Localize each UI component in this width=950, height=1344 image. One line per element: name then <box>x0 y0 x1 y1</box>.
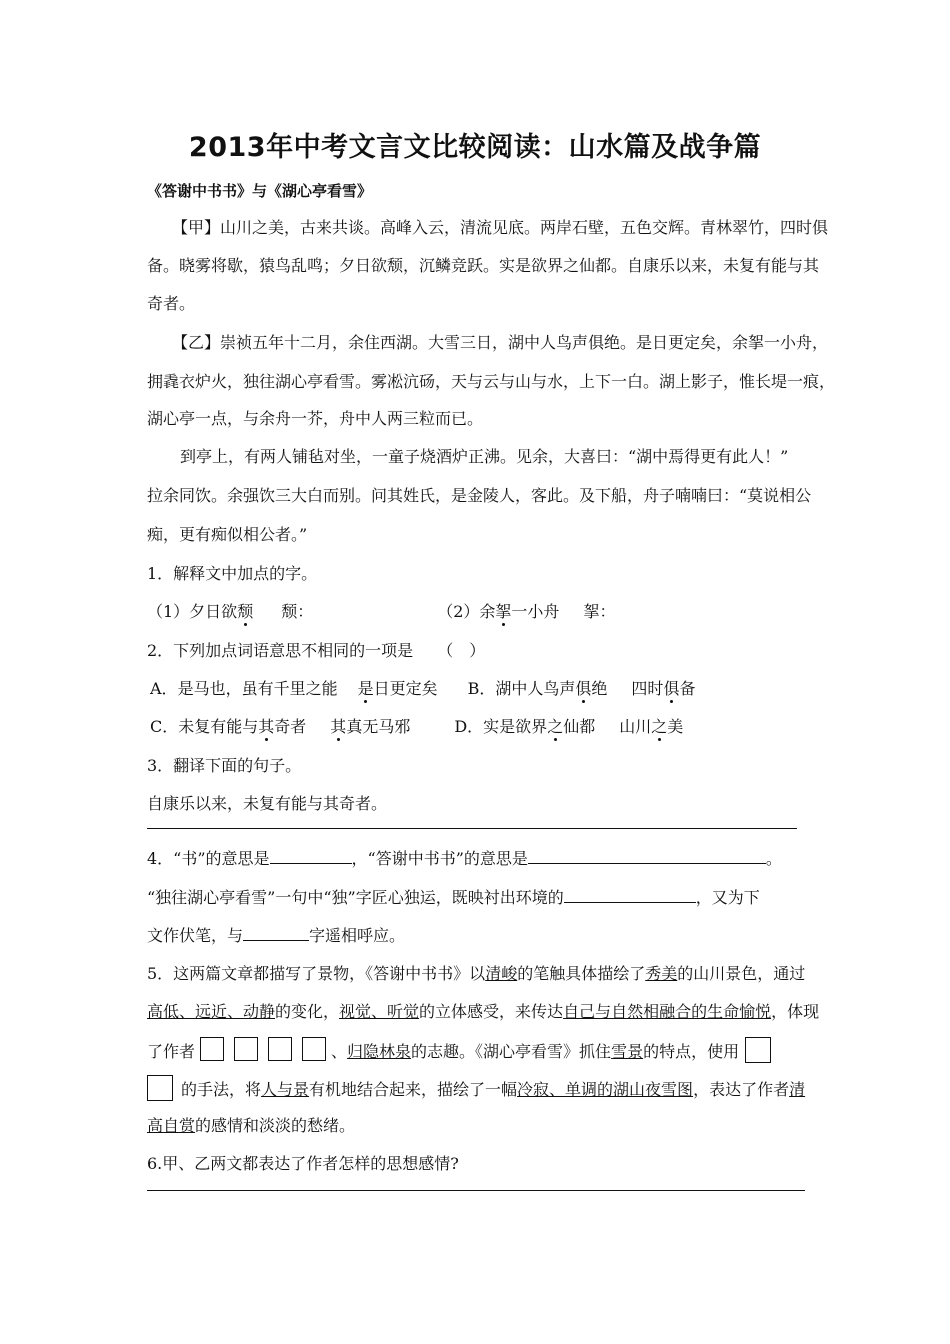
q1-items <box>147 599 615 622</box>
q2-stem: 2．下列加点词语意思不相同的一项是 <box>147 641 414 660</box>
q4-blank-3[interactable] <box>564 901 696 903</box>
q5-line-3: 了作者 、归隐林泉的志趣。《湖心亭看雪》抓住雪景的特点，使用 <box>147 1037 771 1063</box>
q5-line-2: 高低、远近、动静的变化，视觉、听觉的立体感受，来传达自己与自然相融合的生命愉悦，体现 <box>147 1002 820 1021</box>
q6-stem: 6.甲、乙两文都表达了作者怎样的思想感情? <box>147 1154 459 1173</box>
passage-a-line-2: 备。晓雾将歇，猿鸟乱鸣；夕日欲颓，沉鳞竞跃。实是欲界之仙都。自康乐以来，未复有能与其 <box>147 256 820 275</box>
q2-options-ab <box>150 676 695 699</box>
q5-line-1: 5．这两篇文章都描写了景物，《答谢中书书》以清峻的笔触具体描绘了秀美的山川景色，通过 <box>147 964 806 983</box>
q2-option-c: C．未复有能与其奇者 其真无马邪 <box>150 717 411 736</box>
q1-item-1: （1）夕日欲颓 <box>147 602 254 621</box>
q2-option-b: B．湖中人鸟声俱绝 四时俱备 <box>467 679 696 698</box>
q5-box-2[interactable] <box>234 1037 258 1061</box>
q1-item-2: （2）余挐一小舟 <box>437 602 560 621</box>
q5-line-5: 高自赏的感情和淡淡的愁绪。 <box>147 1116 356 1135</box>
passage-b-line-1: 【乙】崇祯五年十二月，余住西湖。大雪三日，湖中人鸟声俱绝。是日更定矣，余挐一小舟， <box>172 333 829 352</box>
q4-line-2: “独往湖心亭看雪”一句中“独”字匠心独运，既映衬出环境的 ，又为下 <box>147 888 760 907</box>
q4-blank-2[interactable] <box>528 862 766 864</box>
q4-line-1: 4．“书”的意思是 ，“答谢中书书”的意思是 。 <box>147 849 782 868</box>
q2-options-cd <box>150 714 683 737</box>
q6-answer-line[interactable] <box>147 1190 805 1191</box>
passage-a-line-3: 奇者。 <box>147 294 196 313</box>
passage-b2-line-2: 拉余同饮。余强饮三大白而别。问其姓氏，是金陵人，客此。及下船，舟子喃喃曰：“莫说相公 <box>147 486 812 505</box>
passage-b2-line-3: 痴，更有痴似相公者。” <box>147 525 308 544</box>
q5-box-4[interactable] <box>302 1037 326 1061</box>
q1-label-2: 挐： <box>583 602 616 621</box>
passage-a-line-1: 【甲】山川之美，古来共谈。高峰入云，清流见底。两岸石壁，五色交辉。青林翠竹，四时俱 <box>172 218 829 237</box>
passage-b2-line-1: 到亭上，有两人铺毡对坐，一童子烧酒炉正沸。见余，大喜曰：“湖中焉得更有此人！” <box>180 447 789 466</box>
q5-line-4: 的手法，将人与景有机地结合起来，描绘了一幅冷寂、单调的湖山夜雪图，表达了作者清 <box>147 1075 805 1101</box>
q5-box-3[interactable] <box>268 1037 292 1061</box>
q4-line-3: 文作伏笔，与 字遥相呼应。 <box>147 926 406 945</box>
q5-box-6[interactable] <box>147 1075 173 1101</box>
q5-box-5[interactable] <box>745 1037 771 1063</box>
q5-box-1[interactable] <box>200 1037 224 1061</box>
q3-sentence: 自康乐以来，未复有能与其奇者。 <box>147 794 388 813</box>
passage-b-line-2: 拥毳衣炉火，独往湖心亭看雪。雾凇沆砀，天与云与山与水，上下一白。湖上影子，惟长堤一痕， <box>147 372 836 391</box>
emphasis-dot-char: 挐 <box>495 602 512 621</box>
passage-b-line-3: 湖心亭一点，与余舟一芥，舟中人两三粒而已。 <box>147 409 484 428</box>
q2-option-a: A．是马也，虽有千里之能 是日更定矣 <box>150 679 438 698</box>
subtitle: 《答谢中书书》与《湖心亭看雪》 <box>147 182 373 200</box>
q1-stem: 1．解释文中加点的字。 <box>147 564 318 583</box>
q4-blank-1[interactable] <box>270 862 352 864</box>
q3-answer-line[interactable] <box>147 828 797 829</box>
q2-answer-paren: （ ） <box>437 641 486 660</box>
q3-stem: 3．翻译下面的句子。 <box>147 756 302 775</box>
q4-blank-4[interactable] <box>243 939 309 941</box>
q1-label-1: 颓： <box>281 602 314 621</box>
q2-option-d: D．实是欲界之仙都 山川之美 <box>454 717 684 736</box>
page-title: 2013年中考文言文比较阅读：山水篇及战争篇 <box>188 132 762 163</box>
q2-stem-line <box>147 638 485 661</box>
emphasis-dot-char: 颓 <box>237 602 254 621</box>
